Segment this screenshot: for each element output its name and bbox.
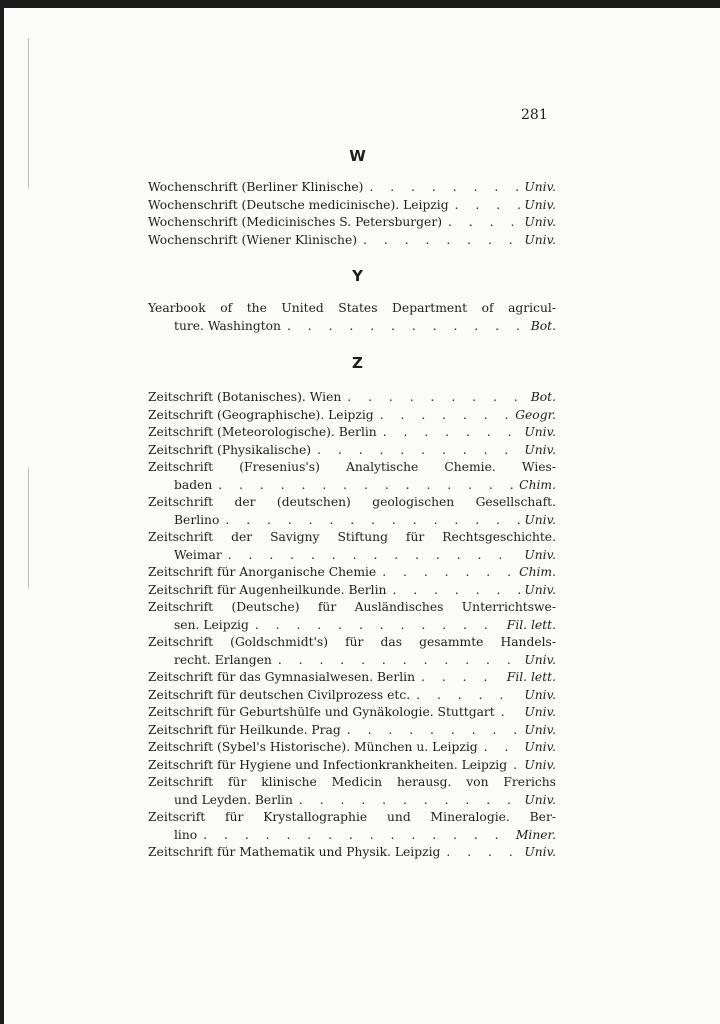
entry-title: Yearbook of the United States Department of agricul-: [148, 301, 556, 315]
page-number: 281: [521, 107, 548, 123]
entry-title: baden: [174, 477, 213, 492]
entry-line: [148, 495, 556, 513]
page-edge-line: [28, 468, 29, 588]
entry-title: lino: [174, 827, 198, 842]
entry-title: Zeitschrift (Deutsche) für Ausländisches Unterrichtswe-: [148, 600, 556, 614]
entry-line: [148, 705, 556, 723]
entry-line: [148, 530, 556, 548]
entry-title: Zeitschrift (Fresenius's) Analytische Chemie. Wies-: [148, 460, 556, 474]
entry-title: Zeitschrift (Geographische). Leipzig: [148, 407, 374, 422]
entry-line: [148, 600, 556, 618]
leader-dots: [212, 478, 517, 492]
library-abbrev: Miner.: [515, 827, 556, 842]
library-abbrev: Univ.: [524, 197, 556, 212]
leader-dots: [386, 583, 520, 597]
library-abbrev: Univ.: [524, 582, 556, 597]
section-letter-w: W: [349, 147, 367, 165]
entry-title: Zeitschrift (Meteorologische). Berlin: [148, 425, 377, 439]
section-y-entries: [148, 301, 556, 336]
entry-line: [148, 408, 556, 426]
entry-line: [148, 443, 556, 461]
entry-line: [148, 565, 556, 583]
leader-dots: [374, 408, 514, 422]
entry-line: [148, 723, 556, 741]
entry-line: [148, 688, 556, 706]
entry-line: [148, 198, 556, 216]
entry-line: [148, 180, 556, 198]
entry-line: [148, 740, 556, 758]
entry-title: Wochenschrift (Medicinisches S. Petersburger): [148, 215, 443, 229]
section-letter-z: Z: [352, 354, 364, 372]
leader-dots: [357, 233, 520, 247]
entry-line: [148, 635, 556, 653]
entry-line: [148, 233, 556, 251]
leader-dots: [507, 758, 520, 772]
leader-dots: [281, 319, 520, 333]
leader-dots: [272, 653, 520, 667]
library-abbrev: Univ.: [524, 512, 556, 527]
entry-title: Zeitschrift für Mathematik und Physik. Leipzig: [148, 845, 441, 859]
leader-dots: [478, 740, 520, 754]
entry-line: [148, 775, 556, 793]
entry-title: Zeitscrift für Krystallographie und Mineralogie. Ber-: [148, 810, 556, 824]
entry-title: Wochenschrift (Wiener Klinische): [148, 232, 358, 247]
entry-line: [148, 478, 556, 496]
entry-title: sen. Leipzig: [174, 617, 249, 632]
entry-line: [148, 845, 556, 863]
entry-title: Zeitschrift der (deutschen) geologischen Gesellschaft.: [148, 495, 556, 509]
entry-title: Zeitschrift der Savigny Stiftung für Rechtsgeschichte.: [148, 530, 556, 544]
entry-title: Wochenschrift (Berliner Klinische): [148, 180, 364, 194]
entry-title: und Leyden. Berlin: [174, 792, 293, 807]
leader-dots: [293, 793, 520, 807]
library-abbrev: Univ.: [524, 687, 556, 702]
entry-line: [148, 301, 556, 319]
entry-title: Zeitschrift für Anorganische Chemie: [148, 565, 377, 579]
library-abbrev: Univ.: [524, 547, 556, 562]
library-abbrev: Geogr.: [515, 407, 556, 422]
entry-line: [148, 618, 556, 636]
entry-line: [148, 390, 556, 408]
entry-title: Zeitschrift für Augenheilkunde. Berlin: [148, 582, 387, 597]
library-abbrev: Fil. lett.: [506, 670, 556, 684]
entry-line: [148, 793, 556, 811]
entry-line: [148, 215, 556, 233]
entry-line: [148, 653, 556, 671]
library-abbrev: Univ.: [524, 757, 556, 772]
library-abbrev: Univ.: [524, 232, 556, 247]
section-letter-y: Y: [352, 267, 364, 285]
library-abbrev: Univ.: [524, 180, 556, 194]
entry-line: [148, 548, 556, 566]
entry-line: [148, 425, 556, 443]
leader-dots: [410, 688, 520, 702]
leader-dots: [222, 548, 520, 562]
leader-dots: [377, 425, 520, 439]
library-abbrev: Chim.: [519, 565, 556, 579]
entry-line: [148, 513, 556, 531]
library-abbrev: Bot.: [530, 390, 556, 404]
entry-title: Zeitschrift (Sybel's Historische). München u. Leipzig: [148, 740, 478, 754]
leader-dots: [442, 215, 520, 229]
leader-dots: [363, 180, 520, 194]
library-abbrev: Bot.: [530, 318, 556, 333]
entry-line: [148, 460, 556, 478]
section-z-entries: [148, 390, 556, 863]
entry-title: Zeitschrift für klinische Medicin herausg. von Frerichs: [148, 775, 556, 789]
entry-title: Zeitschrift für deutschen Civilprozess etc.: [148, 687, 411, 702]
library-abbrev: Univ.: [524, 722, 556, 737]
entry-title: Zeitschrift (Botanisches). Wien: [148, 390, 342, 404]
entry-line: [148, 319, 556, 337]
library-abbrev: Chim.: [519, 477, 556, 492]
entry-title: Zeitschrift für Heilkunde. Prag: [148, 722, 341, 737]
library-abbrev: Univ.: [524, 425, 556, 439]
scanned-page: [4, 8, 720, 1024]
entry-title: Zeitschrift für Hygiene und Infectionkrankheiten. Leipzig: [148, 757, 508, 772]
entry-line: [148, 828, 556, 846]
leader-dots: [219, 513, 520, 527]
leader-dots: [449, 198, 520, 212]
entry-line: [148, 758, 556, 776]
entry-title: Wochenschrift (Deutsche medicinische). Leipzig: [148, 197, 449, 212]
library-abbrev: Univ.: [524, 215, 556, 229]
library-abbrev: Univ.: [524, 845, 556, 859]
leader-dots: [341, 723, 520, 737]
entry-line: [148, 810, 556, 828]
leader-dots: [197, 828, 514, 842]
entry-title: Zeitschrift (Goldschmidt's) für das gesammte Handels-: [148, 635, 556, 649]
leader-dots: [376, 565, 517, 579]
library-abbrev: Univ.: [524, 652, 556, 667]
entry-title: ture. Washington: [174, 318, 281, 333]
library-abbrev: Univ.: [524, 705, 556, 719]
leader-dots: [311, 443, 520, 457]
section-w-entries: [148, 180, 556, 250]
entry-title: Zeitschrift für Geburtshülfe und Gynäkologie. Stuttgart: [148, 705, 495, 719]
entry-title: Weimar: [174, 547, 222, 562]
entry-title: Berlino: [174, 512, 220, 527]
entry-title: Zeitschrift (Physikalische): [148, 442, 312, 457]
entry-title: Zeitschrift für das Gymnasialwesen. Berlin: [148, 670, 416, 684]
leader-dots: [495, 705, 520, 719]
leader-dots: [341, 390, 520, 404]
library-abbrev: Fil. lett.: [506, 617, 556, 632]
library-abbrev: Univ.: [524, 442, 556, 457]
library-abbrev: Univ.: [524, 740, 556, 754]
page-edge-line: [28, 38, 29, 188]
entry-title: recht. Erlangen: [174, 652, 272, 667]
library-abbrev: Univ.: [524, 792, 556, 807]
entry-line: [148, 670, 556, 688]
leader-dots: [440, 845, 520, 859]
entry-line: [148, 583, 556, 601]
leader-dots: [415, 670, 505, 684]
leader-dots: [249, 618, 505, 632]
